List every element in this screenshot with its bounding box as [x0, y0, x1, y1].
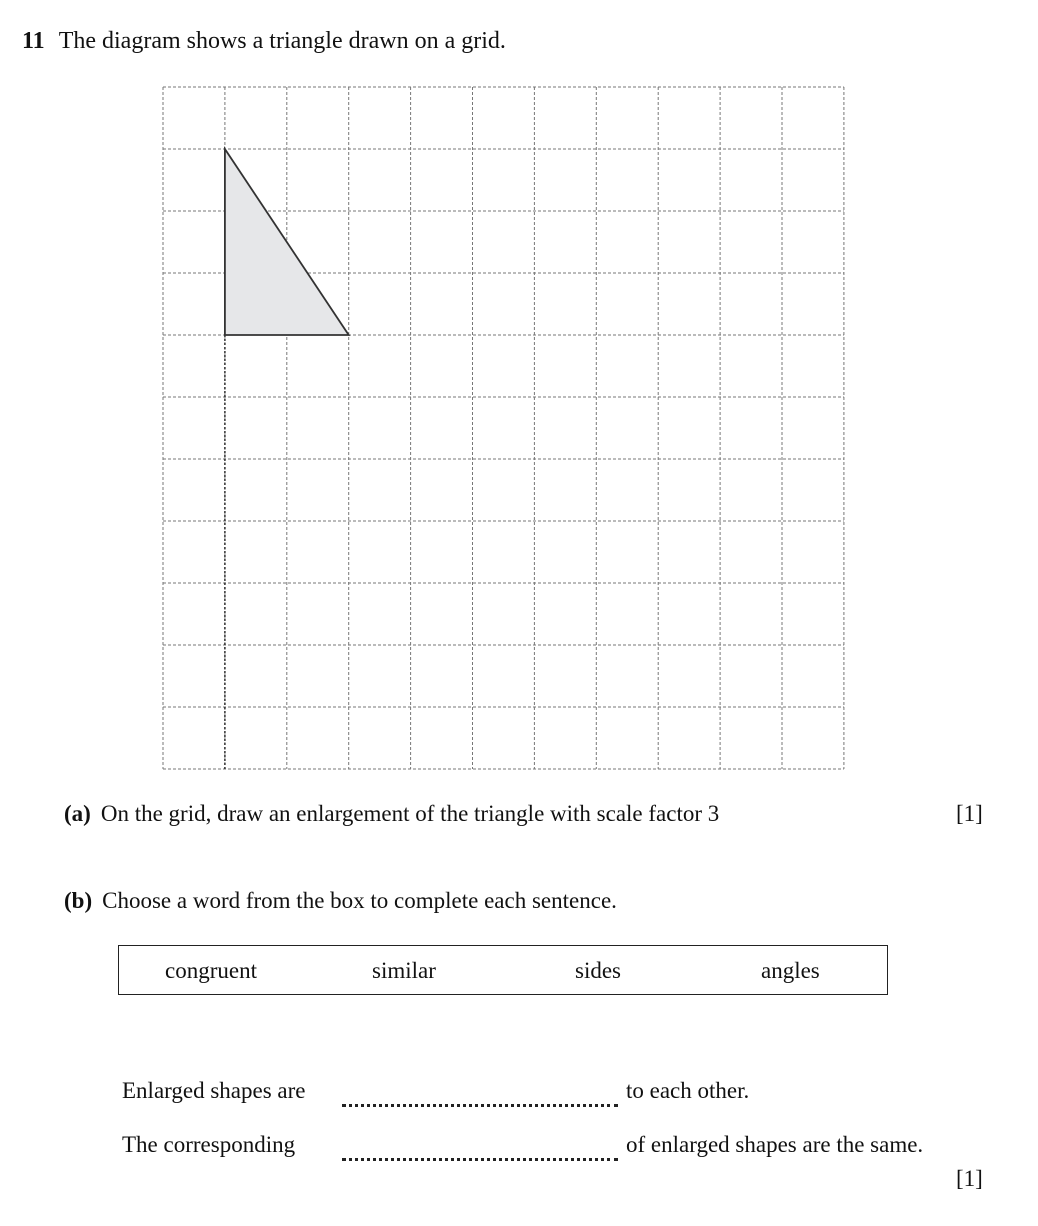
answer-blank-2[interactable]	[342, 1158, 618, 1161]
word-option: similar	[372, 958, 436, 983]
part-a-marks: [1]	[956, 801, 983, 826]
word-option: angles	[761, 958, 820, 983]
answer-blank-1[interactable]	[342, 1104, 618, 1107]
word-box	[118, 945, 888, 995]
sentence-2-end: of enlarged shapes are the same.	[626, 1132, 924, 1157]
part-b-marks: [1]	[956, 1166, 983, 1191]
part-a-question	[64, 801, 719, 827]
part-b-question	[64, 888, 617, 914]
question-intro: The diagram shows a triangle drawn on a grid.	[58, 28, 506, 54]
sentence-1-end: to each other.	[626, 1078, 750, 1103]
word-option: congruent	[165, 958, 257, 983]
sentence-1-start: Enlarged shapes are	[122, 1078, 306, 1103]
question-number: 11	[22, 28, 45, 54]
triangle-shape	[225, 149, 349, 335]
word-option: sides	[575, 958, 621, 983]
part-b-text: Choose a word from the box to complete each sentence.	[102, 888, 617, 913]
part-a-label: (a)	[64, 801, 91, 826]
part-b-label: (b)	[64, 888, 93, 913]
part-a-text: On the grid, draw an enlargement of the triangle with scale factor 3	[100, 801, 720, 826]
sentence-2-start: The corresponding	[122, 1132, 296, 1157]
